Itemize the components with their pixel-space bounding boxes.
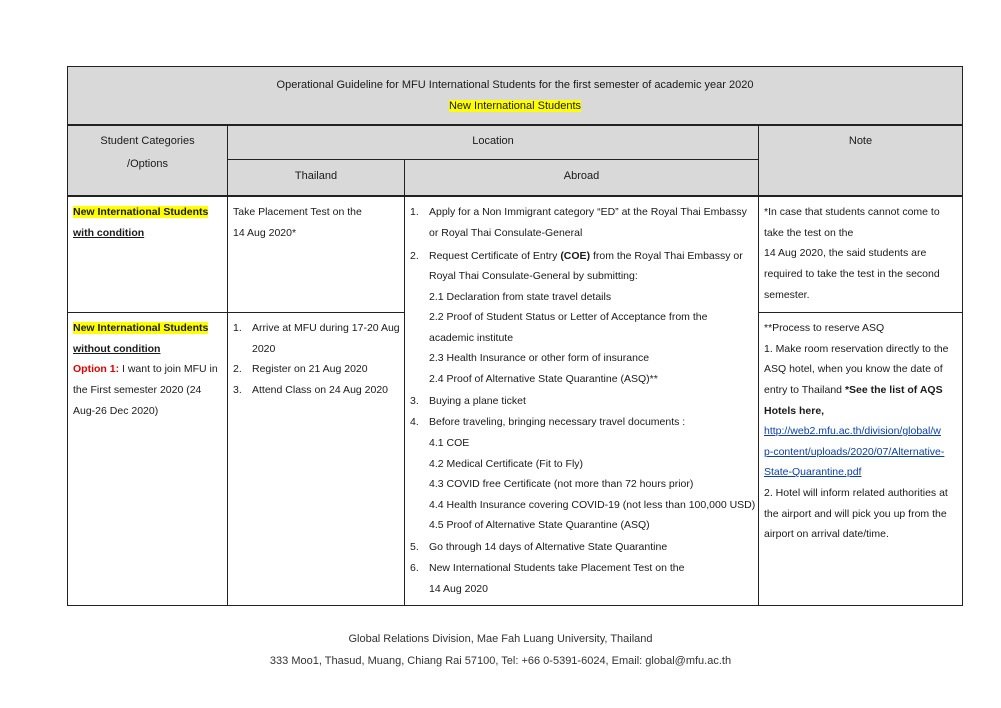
row1-category-line2: with condition — [73, 227, 145, 239]
row2-option-line2: the First semester 2020 (24 — [73, 384, 202, 396]
sub-item: 4.2 Medical Certificate (Fit to Fly) — [429, 458, 584, 470]
list-number: 2. — [233, 363, 242, 375]
row2-category-line2: without condition — [73, 343, 161, 355]
row2-note-line: Hotels here, — [764, 405, 825, 417]
list-item: Before traveling, bringing necessary travel documents : — [429, 416, 686, 428]
row1-note-line: 14 Aug 2020, the said students are — [764, 247, 927, 259]
list-item: Register on 21 Aug 2020 — [252, 363, 368, 375]
subtitle-highlight: New International Students — [448, 100, 582, 112]
list-number: 5. — [410, 541, 419, 553]
row1-category-line1 — [73, 205, 208, 219]
row2-note-line: 2. Hotel will inform related authorities at — [764, 487, 948, 499]
list-number: 1. — [233, 322, 242, 334]
row2-note-line — [764, 383, 943, 397]
list-number: 1. — [410, 206, 419, 218]
row2-note-line: 1. Make room reservation directly to the — [764, 343, 949, 355]
list-item: 2020 — [252, 343, 276, 355]
asq-hotels-link[interactable]: State-Quarantine.pdf — [764, 466, 862, 478]
coe-text-c: from the Royal Thai Embassy or — [590, 250, 743, 262]
row1-note-line: take the test on the — [764, 227, 854, 239]
list-number: 3. — [410, 395, 419, 407]
page-title: Operational Guideline for MFU International Students for the first semester of academic year 2020 — [276, 79, 754, 91]
row1-note-line: semester. — [764, 289, 810, 301]
sub-item: 2.3 Health Insurance or other form of insurance — [429, 352, 650, 364]
row1-note-line: required to take the test in the second — [764, 268, 940, 280]
list-item: New International Students take Placement Test on the — [429, 562, 685, 574]
sub-item: 4.4 Health Insurance covering COVID-19 (not less than 100,000 USD) — [429, 499, 756, 511]
sub-item: 4.5 Proof of Alternative State Quarantine (ASQ) — [429, 519, 650, 531]
coe-text-a: Request Certificate of Entry — [429, 250, 561, 262]
row1-note-line: *In case that students cannot come to — [764, 206, 940, 218]
option-text: I want to join MFU in — [119, 363, 218, 375]
row2-category-line1 — [73, 321, 208, 335]
sub-item: 2.1 Declaration from state travel details — [429, 291, 612, 303]
footer-address: 333 Moo1, Thasud, Muang, Chiang Rai 57100, Tel: +66 0-5391-6024, Email: global@mfu.ac.th — [269, 655, 732, 667]
list-item: 14 Aug 2020 — [429, 583, 488, 595]
header-thailand: Thailand — [294, 170, 338, 182]
option-label: Option 1: — [73, 363, 120, 375]
list-item: Royal Thai Consulate-General by submitting: — [429, 270, 638, 282]
asq-hotels-link[interactable]: http://web2.mfu.ac.th/division/global/w — [764, 425, 941, 437]
note-entry-text: entry to Thailand — [764, 384, 845, 396]
list-item: or Royal Thai Consulate-General — [429, 227, 583, 239]
rule-row1-left — [67, 312, 405, 313]
list-item — [429, 249, 743, 263]
sub-item: 4.1 COE — [429, 437, 470, 449]
header-categories-line2: /Options — [127, 158, 168, 170]
list-item: Attend Class on 24 Aug 2020 — [252, 384, 389, 396]
row1-category-highlight: New International Students — [73, 206, 209, 218]
list-item: Go through 14 days of Alternative State Quarantine — [429, 541, 668, 553]
row2-note-line: **Process to reserve ASQ — [764, 322, 885, 334]
list-number: 6. — [410, 562, 419, 574]
header-categories-line1: Student Categories — [100, 135, 195, 147]
rule-header-bottom — [67, 195, 963, 197]
sub-item: 2.4 Proof of Alternative State Quarantine (ASQ)** — [429, 373, 658, 385]
row2-note-line: ASQ hotel, when you know the date of — [764, 363, 943, 375]
row2-note-line: the airport and will pick you up from the — [764, 508, 947, 520]
sub-item: academic institute — [429, 332, 514, 344]
note-see-list: *See the list of AQS — [844, 384, 943, 396]
header-abroad: Abroad — [563, 170, 600, 182]
list-number: 4. — [410, 416, 419, 428]
asq-hotels-link[interactable]: p-content/uploads/2020/07/Alternative- — [764, 446, 945, 458]
sub-item: 2.2 Proof of Student Status or Letter of Acceptance from the — [429, 311, 708, 323]
rule-col3 — [758, 124, 759, 606]
list-item: Buying a plane ticket — [429, 395, 526, 407]
row2-note-line: airport on arrival date/time. — [764, 528, 889, 540]
coe-text-b: (COE) — [560, 250, 591, 262]
rule-col2 — [404, 159, 405, 606]
rule-title-bottom — [67, 124, 963, 126]
list-item: Arrive at MFU during 17-20 Aug — [252, 322, 400, 334]
rule-col1 — [227, 124, 228, 606]
footer-division: Global Relations Division, Mae Fah Luang University, Thailand — [348, 633, 653, 645]
row1-thailand-line2: 14 Aug 2020* — [233, 227, 297, 239]
list-item: Apply for a Non Immigrant category “ED” at the Royal Thai Embassy — [429, 206, 747, 218]
row2-category-highlight: New International Students — [73, 322, 209, 334]
list-number: 3. — [233, 384, 242, 396]
header-note: Note — [848, 135, 873, 147]
title-header-bg — [68, 67, 962, 124]
rule-location-split — [227, 159, 758, 160]
row1-thailand-line1: Take Placement Test on the — [233, 206, 362, 218]
page-subtitle — [68, 100, 962, 112]
sub-item: 4.3 COVID free Certificate (not more than 72 hours prior) — [429, 478, 694, 490]
row2-option-line1 — [73, 362, 218, 376]
list-number: 2. — [410, 250, 419, 262]
rule-row1-right — [758, 312, 963, 313]
header-location: Location — [472, 135, 514, 147]
row2-option-line3: Aug-26 Dec 2020) — [73, 405, 159, 417]
